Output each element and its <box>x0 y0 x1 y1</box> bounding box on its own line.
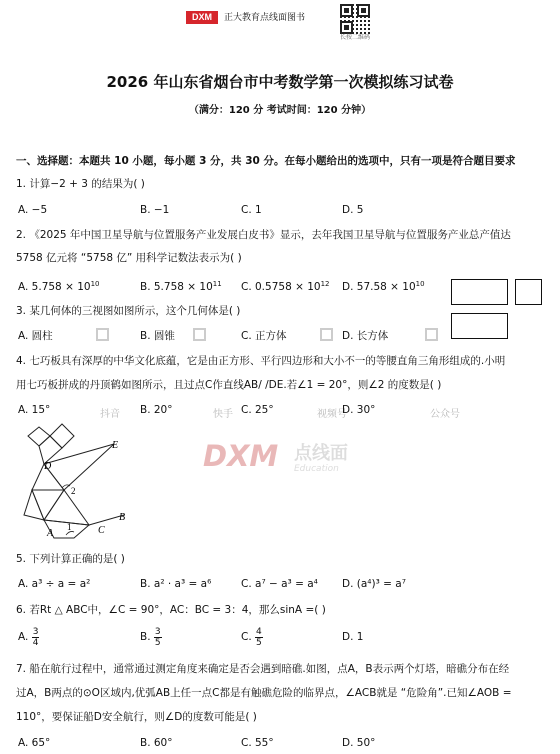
q7-option-d: D. 50° <box>342 737 376 749</box>
q7-stem-line1: 7. 船在航行过程中，通常通过测定角度来确定是否会遇到暗礁.如图，点A，B表示两个灯塔，暗礁分布在经 <box>16 663 510 675</box>
q4-label-e: E <box>112 440 119 451</box>
section-heading: 一、选择题：本题共 10 小题，每小题 3 分，共 30 分。在每小题给出的选项中，只有一项是符合题目要求 <box>16 155 516 167</box>
q6-stem: 6. 若Rt △ ABC中，∠C = 90°，AC：BC = 3：4，那么sinA =( ) <box>16 604 326 616</box>
watermark-label-kuaishou: 快手 <box>213 409 233 420</box>
q7-stem-line2: 过A，B两点的⊙O区域内,优弧AB上任一点C都是有触礁危险的临界点，∠ACB就是 “危险角”.已知∠AOB = <box>16 687 512 699</box>
q3-top-view-rect <box>451 313 508 339</box>
q7-option-b: B. 60° <box>140 737 173 749</box>
q4-label-d: D <box>44 461 52 472</box>
q5-stem: 5. 下列计算正确的是( ) <box>16 553 125 565</box>
q3-option-b: B. 圆锥 <box>140 330 175 342</box>
header-qr-code <box>340 4 370 34</box>
watermark-qr-douyin <box>96 328 109 341</box>
q3-option-c: C. 正方体 <box>241 330 287 342</box>
q7-option-c: C. 55° <box>241 737 274 749</box>
q4-label-c: C <box>98 525 105 536</box>
page-title: 2026 年山东省烟台市中考数学第一次模拟练习试卷 <box>106 73 454 91</box>
q2-option-b: B. $5.758 \times 10^{11}$ <box>140 280 222 293</box>
q1-option-b: B. −1 <box>140 204 170 216</box>
q5-option-a: A. a³ ÷ a = a² <box>18 578 91 590</box>
q2-stem-line1: 2. 《2025 年中国卫星导航与位置服务产业发展白皮书》显示，去年我国卫星导航与位置服务产业总产值达 <box>16 229 511 241</box>
q7-stem-line3: 110°，要保证船D安全航行，则∠D的度数可能是( ) <box>16 711 257 723</box>
watermark-label-shipinhao: 视频号 <box>317 409 347 420</box>
watermark-qr-shipinhao <box>320 328 333 341</box>
brand-name: 正大教育点线面图书 <box>224 13 306 23</box>
q5-option-b: B. a² · a³ = a⁶ <box>140 578 212 590</box>
q3-side-view-rect <box>515 279 542 305</box>
q4-label-angle2: 2 <box>71 486 76 496</box>
watermark-qr-gongzhonghao <box>425 328 438 341</box>
q4-label-angle1: 1 <box>67 522 72 532</box>
watermark-edu: Education <box>294 464 339 474</box>
q1-stem: 1. 计算−2 + 3 的结果为( ) <box>16 178 145 190</box>
q1-option-d: D. 5 <box>342 204 364 216</box>
q6-option-b: B. $\frac{3}{5}$ <box>140 626 161 648</box>
q5-option-c: C. a⁷ − a³ = a⁴ <box>241 578 318 590</box>
q4-label-a: A <box>47 528 54 539</box>
watermark-logo-sub: 点线面 <box>294 443 348 464</box>
q4-stem-line2: 用七巧板拼成的丹顶鹤如图所示，且过点C作直线AB/ /DE.若∠1 = 20°，则∠2 的度数是( ) <box>16 379 442 391</box>
q4-option-c: C. 25° <box>241 404 274 416</box>
q6-option-c: C. $\frac{4}{5}$ <box>241 626 262 648</box>
page-subtitle: （满分：120 分 考试时间：120 分钟） <box>188 105 372 116</box>
q3-option-d: D. 长方体 <box>342 330 389 342</box>
q4-stem-line1: 4. 七巧板具有深厚的中华文化底蕴，它是由正方形、平行四边形和大小不一的等腰直角三角形组成的.小明 <box>16 355 506 367</box>
q4-option-d: D. 30° <box>342 404 376 416</box>
q2-option-a: A. $5.758 \times 10^{10}$ <box>18 280 100 293</box>
q4-option-b: B. 20° <box>140 404 173 416</box>
q3-stem: 3. 某几何体的三视图如图所示，这个几何体是( ) <box>16 305 241 317</box>
watermark-label-gongzhonghao: 公众号 <box>430 409 460 420</box>
q3-option-a: A. 圆柱 <box>18 330 53 342</box>
q4-option-a: A. 15° <box>18 404 51 416</box>
watermark-logo: DXM <box>203 439 279 473</box>
q1-option-a: A. −5 <box>18 204 48 216</box>
q4-label-b: B <box>119 512 126 523</box>
brand-logo: DXM <box>186 11 218 24</box>
q7-option-a: A. 65° <box>18 737 51 749</box>
q6-option-a: A. $\frac{3}{4}$ <box>18 626 39 648</box>
watermark-qr-kuaishou <box>193 328 206 341</box>
q1-option-c: C. 1 <box>241 204 262 216</box>
qr-caption: 长按二维码 <box>340 34 371 41</box>
q6-option-d: D. 1 <box>342 631 364 643</box>
q2-stem-line2: 5758 亿元将 “5758 亿” 用科学记数法表示为( ) <box>16 252 242 264</box>
q5-option-d: D. (a⁴)³ = a⁷ <box>342 578 406 590</box>
q2-option-d: D. $57.58 \times 10^{10}$ <box>342 280 425 293</box>
q3-front-view-rect <box>451 279 508 305</box>
q4-tangram-crane-figure <box>14 420 144 540</box>
q2-option-c: C. $0.5758 \times 10^{12}$ <box>241 280 330 293</box>
watermark-label-douyin: 抖音 <box>100 409 120 420</box>
